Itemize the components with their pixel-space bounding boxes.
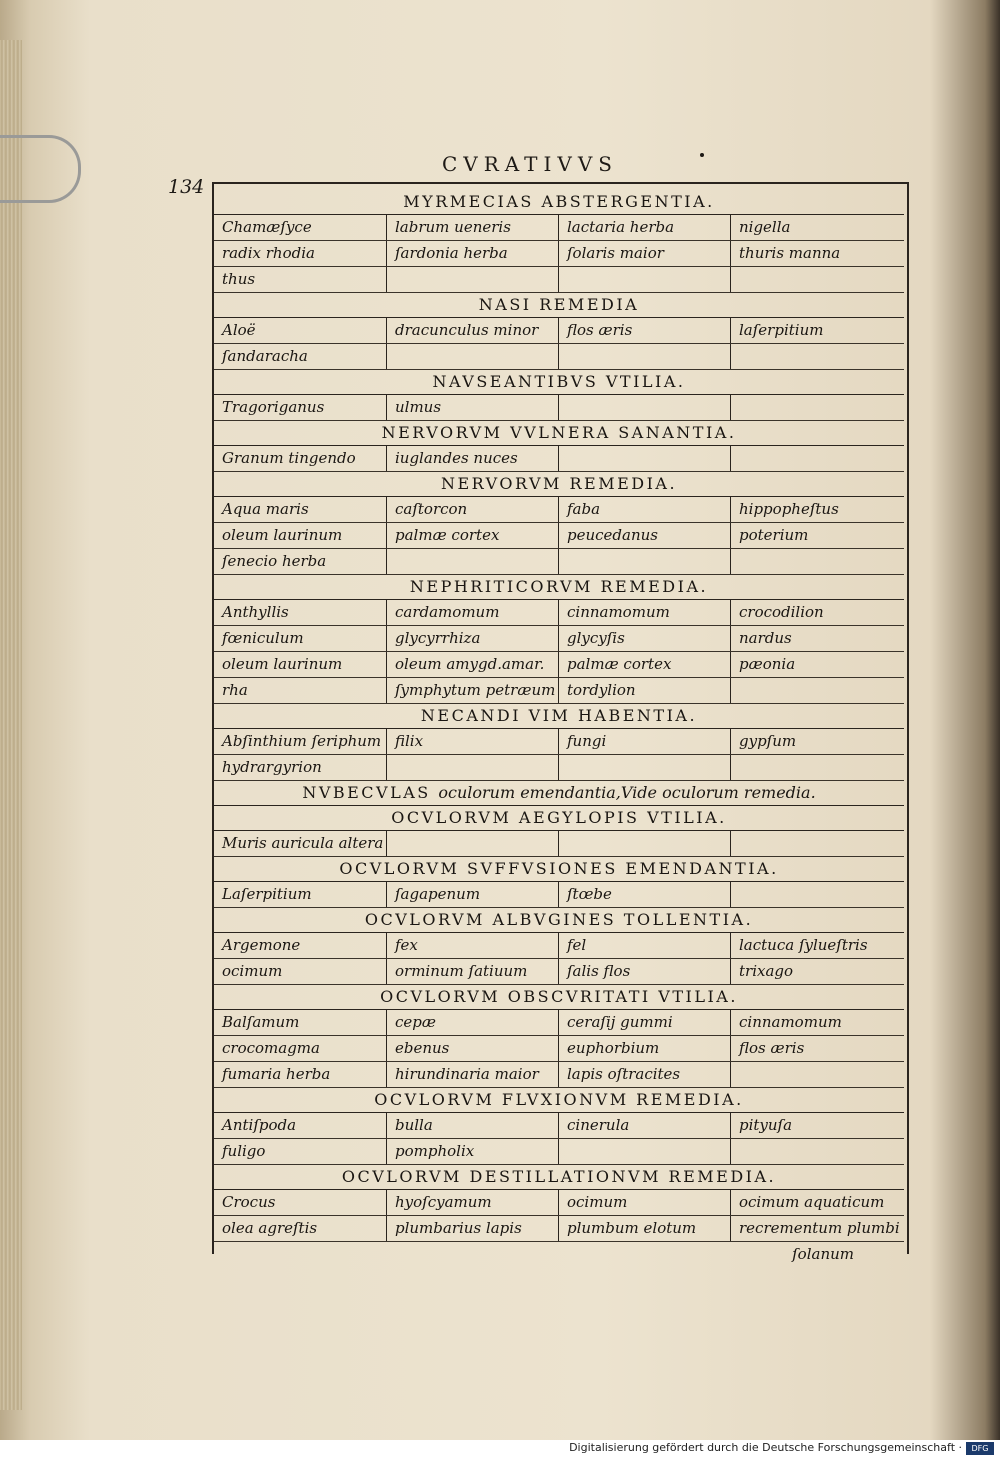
table-cell bbox=[730, 882, 902, 907]
table-cell: fex bbox=[386, 933, 558, 958]
table-cell: Aqua maris bbox=[222, 500, 309, 518]
section-title: NEPHRITICORVM REMEDIA. bbox=[409, 577, 709, 596]
table-cell: ulmus bbox=[386, 395, 558, 420]
table-row bbox=[214, 1062, 904, 1088]
table-cell: peucedanus bbox=[558, 523, 730, 548]
section-title: OCVLORVM SVFFVSIONES EMENDANTIA. bbox=[339, 859, 779, 878]
table-cell: Granum tingendo bbox=[222, 449, 356, 467]
digitization-footer bbox=[0, 1440, 1000, 1457]
table-row bbox=[214, 215, 904, 241]
table-cell: olea agreſtis bbox=[222, 1219, 318, 1237]
ink-dot bbox=[700, 153, 704, 157]
table-cell: labrum ueneris bbox=[386, 215, 558, 240]
table-row bbox=[214, 959, 904, 985]
table-cell bbox=[558, 831, 730, 856]
page-number: 134 bbox=[168, 176, 205, 198]
table-row bbox=[214, 626, 904, 652]
table-row bbox=[214, 523, 904, 549]
table-cell: flos æris bbox=[558, 318, 730, 343]
table-cell bbox=[386, 549, 558, 574]
table-cell: rha bbox=[222, 681, 248, 699]
table-cell: hippopheſtus bbox=[730, 497, 902, 522]
section-note: oculorum emendantia,Vide oculorum remedia. bbox=[438, 783, 816, 802]
section-heading bbox=[214, 1088, 904, 1113]
table-cell: lactaria herba bbox=[558, 215, 730, 240]
table-cell: Abſinthium ſeriphum bbox=[222, 732, 382, 750]
table-row bbox=[214, 882, 904, 908]
table-cell: ſandaracha bbox=[222, 347, 308, 365]
table-cell bbox=[558, 267, 730, 292]
table-cell: ocimum bbox=[222, 962, 283, 980]
table-cell: cardamomum bbox=[386, 600, 558, 625]
table-cell bbox=[730, 831, 902, 856]
section-heading bbox=[214, 190, 904, 215]
table-cell bbox=[386, 267, 558, 292]
table-cell: pompholix bbox=[386, 1139, 558, 1164]
table-cell: thus bbox=[222, 270, 256, 288]
table-cell: glycyrrhiza bbox=[386, 626, 558, 651]
table-cell: cinerula bbox=[558, 1113, 730, 1138]
table-row bbox=[214, 1139, 904, 1165]
table-cell: nardus bbox=[730, 626, 902, 651]
section-heading bbox=[214, 806, 904, 831]
section-title: OCVLORVM FLVXIONVM REMEDIA. bbox=[374, 1090, 744, 1109]
table-cell: palmæ cortex bbox=[558, 652, 730, 677]
table-cell bbox=[730, 549, 902, 574]
table-cell bbox=[730, 1139, 902, 1164]
table-cell bbox=[730, 395, 902, 420]
section-title: OCVLORVM OBSCVRITATI VTILIA. bbox=[380, 987, 738, 1006]
section-title: NECANDI VIM HABENTIA. bbox=[420, 706, 698, 725]
table-row bbox=[214, 549, 904, 575]
table-cell: glycyſis bbox=[558, 626, 730, 651]
table-cell: fumaria herba bbox=[222, 1065, 331, 1083]
section-heading bbox=[214, 985, 904, 1010]
table-cell: cinnamomum bbox=[558, 600, 730, 625]
table-cell: Muris auricula altera bbox=[222, 834, 384, 852]
table-cell bbox=[386, 755, 558, 780]
table-cell: hirundinaria maior bbox=[386, 1062, 558, 1087]
section-title: NASI REMEDIA bbox=[478, 295, 640, 314]
section-heading bbox=[214, 472, 904, 497]
table-cell: bulla bbox=[386, 1113, 558, 1138]
table-row bbox=[214, 1036, 904, 1062]
page-edge bbox=[0, 40, 22, 1410]
table-cell: fel bbox=[558, 933, 730, 958]
table-cell: ſagapenum bbox=[386, 882, 558, 907]
table-cell bbox=[558, 1139, 730, 1164]
table-cell: ſalis flos bbox=[558, 959, 730, 984]
section-title: OCVLORVM DESTILLATIONVM REMEDIA. bbox=[341, 1167, 777, 1186]
dfg-logo: DFG bbox=[966, 1442, 994, 1455]
table-row bbox=[214, 729, 904, 755]
section-heading bbox=[214, 370, 904, 395]
table-row bbox=[214, 1190, 904, 1216]
table-row bbox=[214, 1216, 904, 1242]
table-cell: ſolaris maior bbox=[558, 241, 730, 266]
table-cell: cinnamomum bbox=[730, 1010, 902, 1035]
table-cell: oleum laurinum bbox=[222, 655, 343, 673]
table-cell bbox=[558, 344, 730, 369]
table-cell: hydrargyrion bbox=[222, 758, 322, 776]
table-row bbox=[214, 267, 904, 293]
table-cell: Balſamum bbox=[222, 1013, 300, 1031]
table-cell: caſtorcon bbox=[386, 497, 558, 522]
table-cell: thuris manna bbox=[730, 241, 902, 266]
section-title: OCVLORVM AEGYLOPIS VTILIA. bbox=[391, 808, 727, 827]
table-cell: iuglandes nuces bbox=[386, 446, 558, 471]
table-cell: Laſerpitium bbox=[222, 885, 312, 903]
table-cell: filix bbox=[386, 729, 558, 754]
table-cell: crocomagma bbox=[222, 1039, 320, 1057]
table-cell bbox=[730, 1062, 902, 1087]
table-cell: dracunculus minor bbox=[386, 318, 558, 343]
table-row bbox=[214, 241, 904, 267]
section-title: NVBECVLAS bbox=[302, 783, 431, 802]
section-heading bbox=[214, 908, 904, 933]
table-row bbox=[214, 831, 904, 857]
section-title: NERVORVM VVLNERA SANANTIA. bbox=[381, 423, 737, 442]
table-cell: fœniculum bbox=[222, 629, 304, 647]
table-cell: fungi bbox=[558, 729, 730, 754]
table-cell bbox=[730, 446, 902, 471]
table-cell: oleum amygd.amar. bbox=[386, 652, 558, 677]
table-cell: ocimum bbox=[558, 1190, 730, 1215]
table-cell bbox=[386, 344, 558, 369]
table-cell: ſenecio herba bbox=[222, 552, 327, 570]
section-title: NAVSEANTIBVS VTILIA. bbox=[432, 372, 686, 391]
table-row bbox=[214, 678, 904, 704]
table-cell: Tragoriganus bbox=[222, 398, 325, 416]
section-heading bbox=[214, 857, 904, 882]
section-heading bbox=[214, 1165, 904, 1190]
table-row bbox=[214, 344, 904, 370]
table-cell: plumbum elotum bbox=[558, 1216, 730, 1241]
table-cell: palmæ cortex bbox=[386, 523, 558, 548]
table-cell: crocodilion bbox=[730, 600, 902, 625]
table-cell: lactuca ſylueſtris bbox=[730, 933, 902, 958]
table-row bbox=[214, 395, 904, 421]
table-cell: ebenus bbox=[386, 1036, 558, 1061]
table-cell: orminum ſatiuum bbox=[386, 959, 558, 984]
table-cell: poterium bbox=[730, 523, 902, 548]
table-cell: tordylion bbox=[558, 678, 730, 703]
table-cell: pityuſa bbox=[730, 1113, 902, 1138]
section-title: MYRMECIAS ABSTERGENTIA. bbox=[403, 192, 715, 211]
table-cell: recrementum plumbi bbox=[730, 1216, 902, 1241]
table-row bbox=[214, 755, 904, 781]
table-cell: gypſum bbox=[730, 729, 902, 754]
table-cell: ocimum aquaticum bbox=[730, 1190, 902, 1215]
table-cell: ſardonia herba bbox=[386, 241, 558, 266]
section-heading bbox=[214, 293, 904, 318]
table-cell: Chamæſyce bbox=[222, 218, 312, 236]
table-cell: Argemone bbox=[222, 936, 301, 954]
table-cell: cepæ bbox=[386, 1010, 558, 1035]
table-cell: flos æris bbox=[730, 1036, 902, 1061]
table-row bbox=[214, 318, 904, 344]
table-cell: hyoſcyamum bbox=[386, 1190, 558, 1215]
remedies-table bbox=[214, 190, 904, 1266]
table-cell: nigella bbox=[730, 215, 902, 240]
section-heading bbox=[214, 421, 904, 446]
section-heading bbox=[214, 781, 904, 806]
table-cell: Aloë bbox=[222, 321, 256, 339]
table-cell bbox=[558, 549, 730, 574]
table-cell: faba bbox=[558, 497, 730, 522]
section-heading bbox=[214, 575, 904, 600]
table-cell bbox=[730, 755, 902, 780]
section-heading bbox=[214, 704, 904, 729]
table-cell bbox=[386, 831, 558, 856]
table-cell: plumbarius lapis bbox=[386, 1216, 558, 1241]
trailing-entry: ſolanum bbox=[792, 1245, 854, 1263]
table-row bbox=[214, 1113, 904, 1139]
table-cell bbox=[730, 344, 902, 369]
table-cell: lapis oſtracites bbox=[558, 1062, 730, 1087]
table-cell: laſerpitium bbox=[730, 318, 902, 343]
table-cell: Anthyllis bbox=[222, 603, 289, 621]
table-cell: ſtœbe bbox=[558, 882, 730, 907]
table-cell: Crocus bbox=[222, 1193, 276, 1211]
table-cell bbox=[730, 267, 902, 292]
section-title: NERVORVM REMEDIA. bbox=[440, 474, 678, 493]
table-row bbox=[214, 1010, 904, 1036]
running-head: CVRATIVVS bbox=[442, 152, 618, 176]
table-cell: euphorbium bbox=[558, 1036, 730, 1061]
table-cell: pæonia bbox=[730, 652, 902, 677]
table-cell: oleum laurinum bbox=[222, 526, 343, 544]
table-cell: Antiſpoda bbox=[222, 1116, 297, 1134]
table-cell: ceraſij gummi bbox=[558, 1010, 730, 1035]
table-cell: radix rhodia bbox=[222, 244, 315, 262]
table-row bbox=[214, 652, 904, 678]
paper-clip bbox=[0, 135, 81, 203]
table-cell: ſymphytum petræum bbox=[386, 678, 558, 703]
table-row bbox=[214, 497, 904, 523]
table-row bbox=[214, 446, 904, 472]
footer-credit: Digitalisierung gefördert durch die Deutsche Forschungsgemeinschaft · bbox=[569, 1441, 962, 1454]
table-cell: trixago bbox=[730, 959, 902, 984]
table-cell: fuligo bbox=[222, 1142, 266, 1160]
table-cell bbox=[558, 395, 730, 420]
table-row bbox=[214, 933, 904, 959]
section-title: OCVLORVM ALBVGINES TOLLENTIA. bbox=[364, 910, 754, 929]
table-row bbox=[214, 600, 904, 626]
table-cell bbox=[730, 678, 902, 703]
table-cell bbox=[558, 755, 730, 780]
table-cell bbox=[558, 446, 730, 471]
